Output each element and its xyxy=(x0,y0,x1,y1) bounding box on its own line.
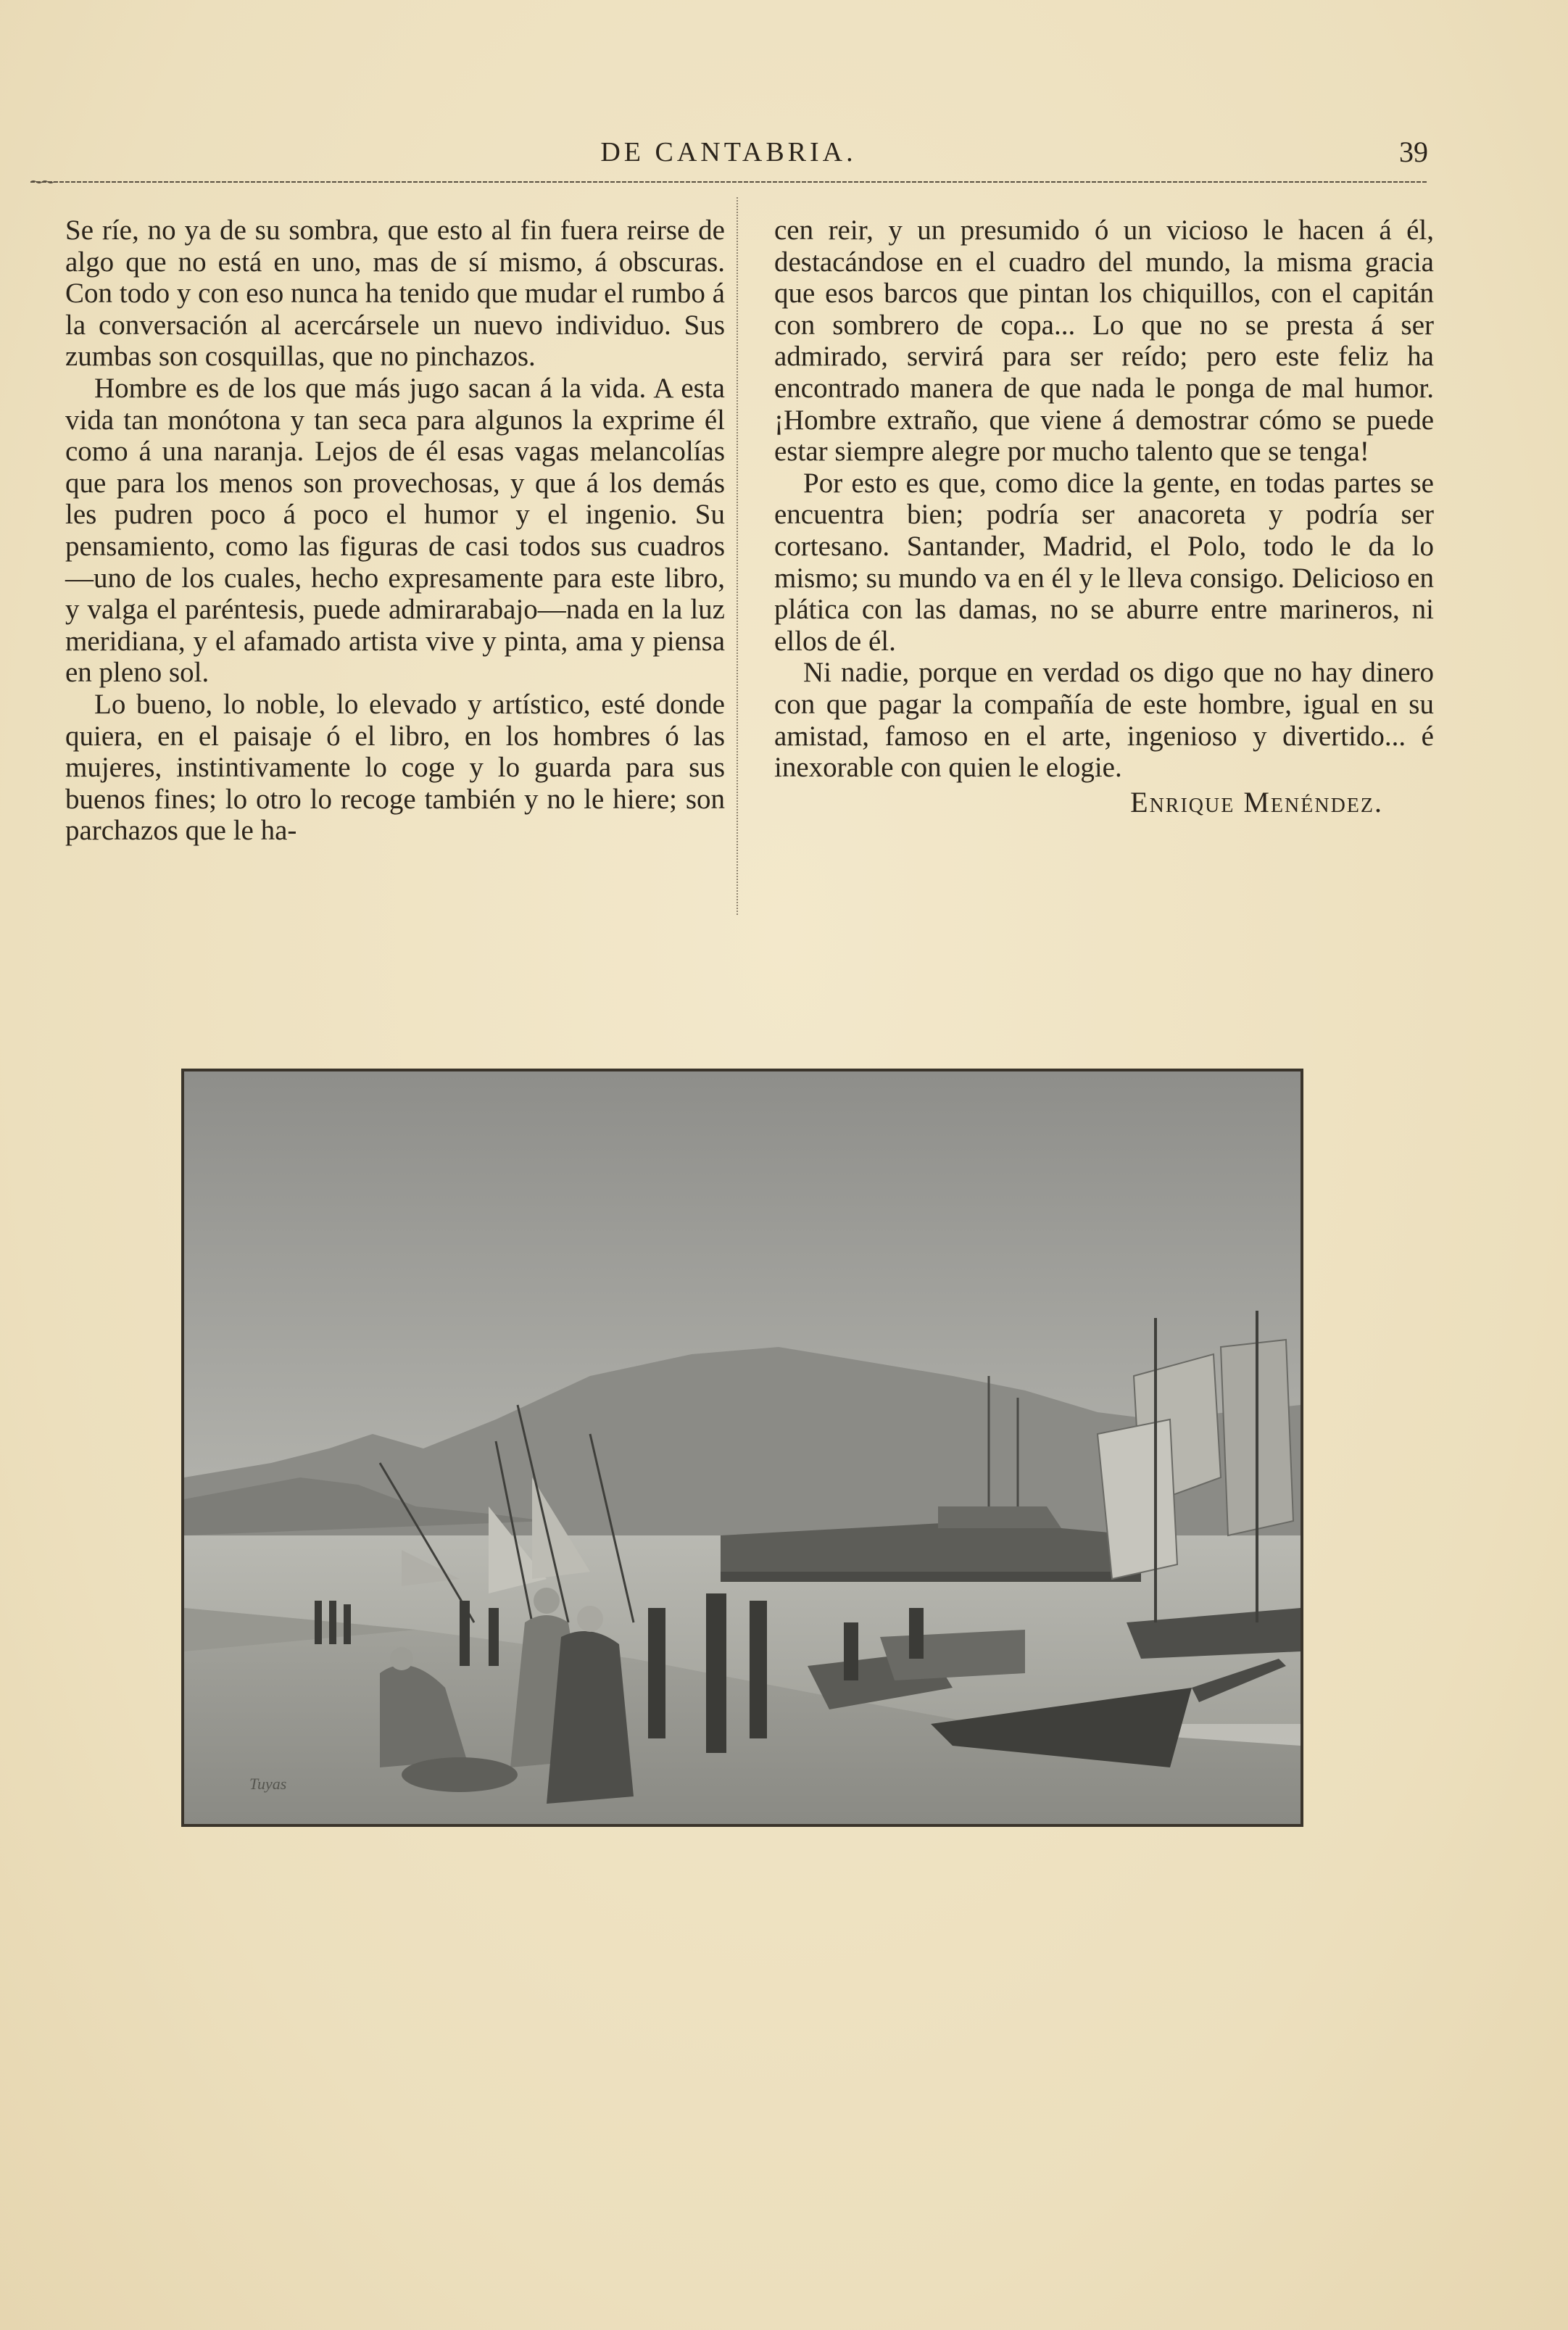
paragraph: Lo bueno, lo noble, lo elevado y artístico, esté donde quiera, en el paisaje ó el libro, en los hombres ó las mujeres, instintivamente lo coge y lo guarda para sus buenos fines; lo otro lo recoge también y no le hiere; son parchazos que le ha- xyxy=(65,688,725,847)
header-title: DE CANTABRIA. xyxy=(600,137,857,167)
page-number: 39 xyxy=(1399,136,1428,168)
paragraph: Por esto es que, como dice la gente, en todas partes se encuentra bien; podría ser anacoreta y podría ser cortesano. Santander, Madrid, el Polo, todo le da lo mismo; su mundo va en él y le lleva consigo. Delicioso en plática con las damas, no se aburre entre marineros, ni ellos de él. xyxy=(774,467,1434,657)
harbor-illustration xyxy=(181,1069,1303,1827)
running-header xyxy=(29,130,1428,174)
svg-text:Tuyas: Tuyas xyxy=(249,1775,287,1793)
paragraph: Ni nadie, porque en verdad os digo que no hay dinero con que pagar la compañía de este hombre, igual en su amistad, famoso en el arte, ingenioso y divertido... é inexorable con quien le elogie. xyxy=(774,657,1434,784)
harbor-scene-drawing xyxy=(184,1071,1301,1824)
paragraph: Se ríe, no ya de su sombra, que esto al fin fuera reirse de algo que no está en uno, mas de sí mismo, á obscuras. Con todo y con eso nunca ha tenido que mudar el rumbo á la conversación al acercársele un nuevo individuo. Sus zumbas son cosquillas, que no pinchazos. xyxy=(65,215,725,373)
left-column xyxy=(65,215,725,847)
author-signature: Enrique Menéndez. xyxy=(1130,785,1383,818)
paragraph: cen reir, y un presumido ó un vicioso le hacen á él, destacándose en el cuadro del mundo, la misma gracia que esos barcos que pintan los chiquillos, con el capitán con sombrero de copa... Lo que no se presta á ser admirado, servirá para ser reído; pero este feliz ha encontrado manera de que nada le ponga de mal humor. ¡Hombre extraño, que viene á demostrar cómo se puede estar siempre alegre por mucho talento que se tenga! xyxy=(774,215,1434,468)
right-column xyxy=(774,215,1434,818)
column-divider xyxy=(737,197,738,915)
paragraph: Hombre es de los que más jugo sacan á la vida. A esta vida tan monótona y tan seca para algunos la exprime él como á una naranja. Lejos de él esas vagas melancolías que para los menos son provechosas, y que á los demás les pudren poco á poco el humor y el ingenio. Su pensamiento, como las figuras de casi todos sus cuadros—uno de los cuales, hecho expresamente para este libro, y valga el paréntesis, puede admirarabajo—nada en la luz meridiana, y el afamado artista vive y pinta, ama y piensa en pleno sol. xyxy=(65,372,725,689)
header-rule xyxy=(30,180,1428,184)
